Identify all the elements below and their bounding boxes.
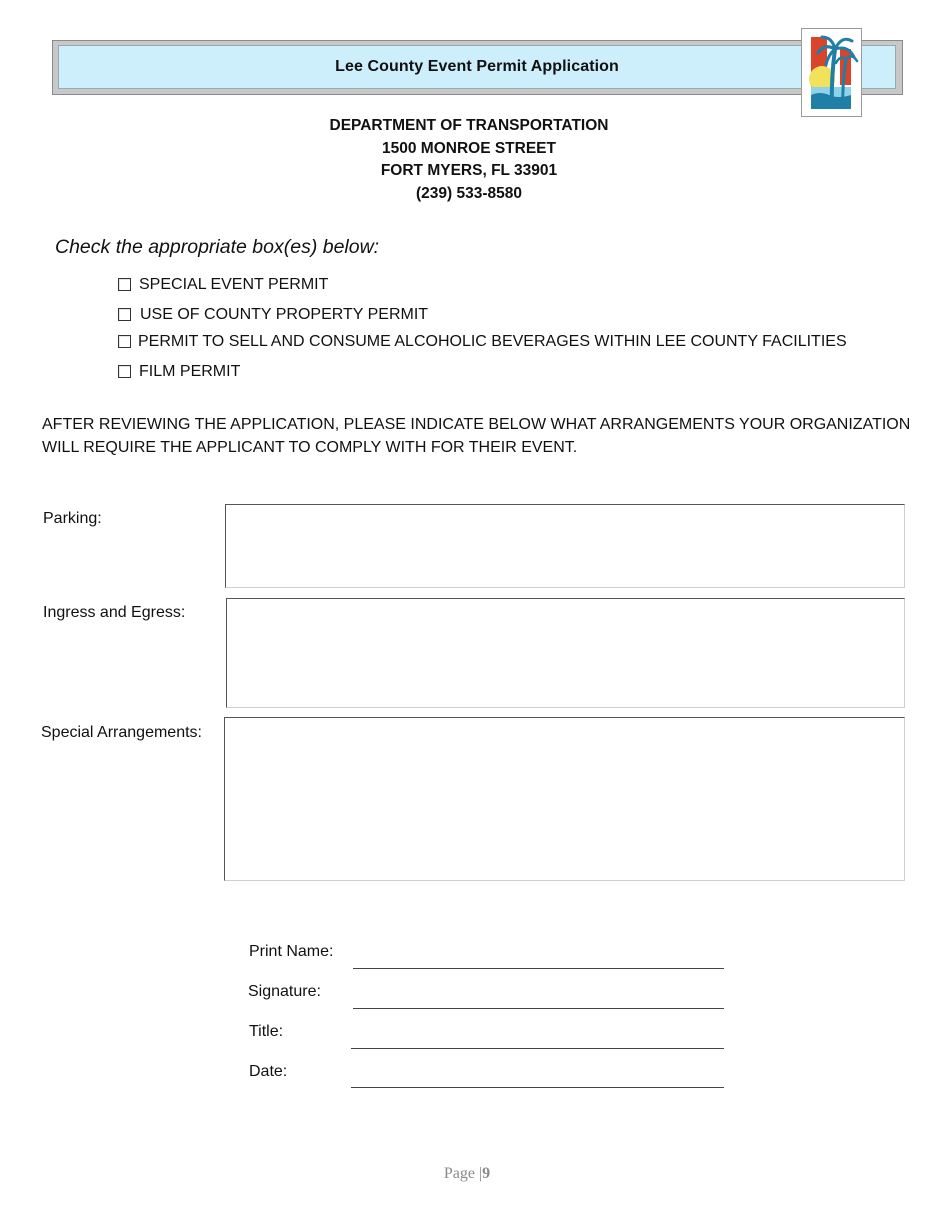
print-name-label: Print Name:	[249, 943, 334, 960]
permit-option-special-event[interactable]	[118, 276, 328, 294]
special-arrangements-field[interactable]	[224, 717, 905, 881]
page-prefix: Page |	[443, 1165, 483, 1182]
title-label: Title:	[249, 1023, 284, 1040]
signature-line[interactable]	[353, 1008, 724, 1009]
special-event-checkbox[interactable]	[118, 278, 131, 291]
page-title: Lee County Event Permit Application	[335, 58, 619, 75]
arrangements-instruction: AFTER REVIEWING THE APPLICATION, PLEASE INDICATE BELOW WHAT ARRANGEMENTS YOUR ORGANIZATION WILL REQUIRE THE APPLICANT TO COMPLY WITH FOR THEIR EVENT.	[42, 416, 911, 456]
special-arrangements-label: Special Arrangements:	[41, 724, 202, 741]
county-logo	[801, 28, 862, 117]
permit-type-heading: Check the appropriate box(es) below:	[55, 236, 380, 258]
parking-label: Parking:	[43, 510, 102, 527]
palm-tree-logo-icon	[802, 29, 861, 116]
print-name-line[interactable]	[353, 968, 724, 969]
page-number	[0, 1165, 934, 1183]
permit-option-county-property[interactable]	[118, 306, 428, 324]
alcohol-permit-checkbox[interactable]	[118, 335, 131, 348]
permit-option-film[interactable]	[118, 363, 240, 381]
permit-option-label: PERMIT TO SELL AND CONSUME ALCOHOLIC BEVERAGES WITHIN LEE COUNTY FACILITIES	[138, 333, 847, 350]
department-city: FORT MYERS, FL 33901	[380, 162, 558, 179]
department-street: 1500 MONROE STREET	[382, 139, 556, 157]
parking-field[interactable]	[225, 504, 905, 588]
permit-option-alcohol[interactable]	[118, 333, 847, 351]
ingress-egress-field[interactable]	[226, 598, 905, 708]
date-label: Date:	[249, 1063, 288, 1080]
permit-option-label: FILM PERMIT	[139, 363, 241, 380]
department-phone: (239) 533-8580	[416, 184, 522, 202]
permit-option-label: USE OF COUNTY PROPERTY PERMIT	[140, 306, 429, 323]
page-number-value: 9	[482, 1165, 491, 1182]
date-line[interactable]	[351, 1087, 724, 1088]
ingress-egress-label: Ingress and Egress:	[43, 604, 186, 621]
county-property-checkbox[interactable]	[118, 308, 131, 321]
department-name: DEPARTMENT OF TRANSPORTATION	[329, 117, 609, 134]
film-permit-checkbox[interactable]	[118, 365, 131, 378]
permit-option-label: SPECIAL EVENT PERMIT	[139, 276, 329, 293]
title-line[interactable]	[351, 1048, 724, 1049]
department-address	[0, 115, 938, 205]
signature-label: Signature:	[248, 983, 321, 1000]
